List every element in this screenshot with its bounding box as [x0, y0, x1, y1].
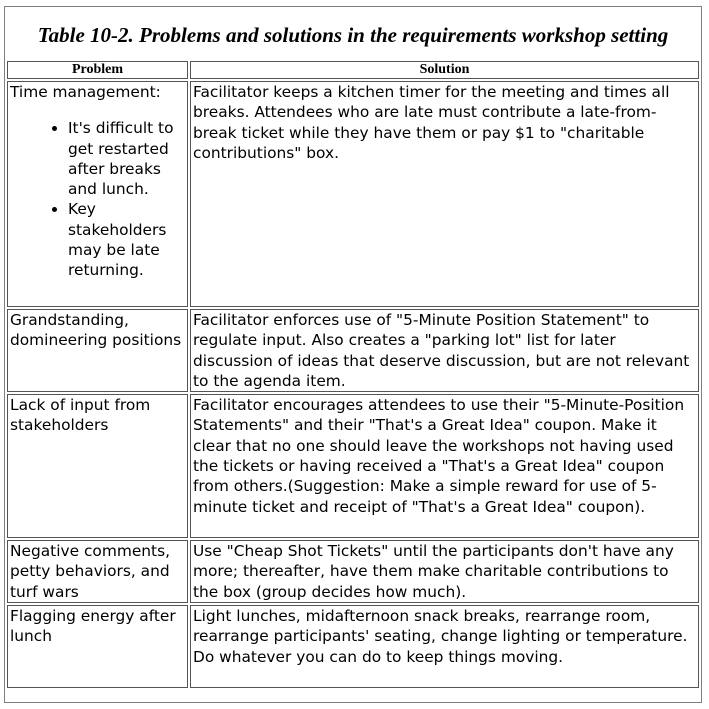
problem-cell: Grandstanding, domineering positions — [7, 309, 188, 392]
table-row — [7, 394, 699, 538]
problems-solutions-table — [5, 59, 701, 690]
header-solution: Solution — [190, 61, 699, 79]
problem-bullet-list — [10, 118, 186, 280]
problem-bullet: • Key stakeholders may be late returning. — [68, 199, 186, 280]
problem-cell: Lack of input from stakeholders — [7, 394, 188, 538]
problem-text: Time management: — [10, 83, 161, 101]
table-row — [7, 81, 699, 307]
solution-cell: Facilitator encourages attendees to use their "5-Minute-Position Statements" and their "That's a Great Idea" coupon. Make it clear that no one should leave the workshops not having used the tickets or having received a "That's a Great Idea" coupon from others.(Suggestion: Make a simple reward for use of 5-minute ticket and receipt of "That's a Great Idea" coupon). — [190, 394, 699, 538]
solution-cell: Facilitator enforces use of "5-Minute Position Statement" to regulate input. Also creates a "parking lot" list for later discussion of ideas that deserve discussion, but are not relevant to the agenda item. — [190, 309, 699, 392]
table-caption: Table 10-2. Problems and solutions in the requirements workshop setting — [37, 22, 669, 47]
header-problem: Problem — [7, 61, 188, 79]
table-header-row — [7, 61, 699, 79]
workshop-table-frame — [4, 6, 702, 703]
problem-cell: Negative comments, petty behaviors, and turf wars — [7, 540, 188, 603]
problem-bullet: • It's difficult to get restarted after breaks and lunch. — [68, 118, 186, 199]
solution-cell: Light lunches, midafternoon snack breaks, rearrange room, rearrange participants' seating, change lighting or temperature. Do whatever you can do to keep things moving. — [190, 605, 699, 688]
problem-cell: Flagging energy after lunch — [7, 605, 188, 688]
table-row — [7, 540, 699, 603]
table-row — [7, 605, 699, 688]
table-row — [7, 309, 699, 392]
solution-cell: Facilitator keeps a kitchen timer for the meeting and times all breaks. Attendees who are late must contribute a late-from-break ticket while they have them or pay $1 to "charitable contributions" box. — [190, 81, 699, 307]
problem-cell — [7, 81, 188, 307]
solution-cell: Use "Cheap Shot Tickets" until the participants don't have any more; thereafter, have them make charitable contributions to the box (group decides how much). — [190, 540, 699, 603]
